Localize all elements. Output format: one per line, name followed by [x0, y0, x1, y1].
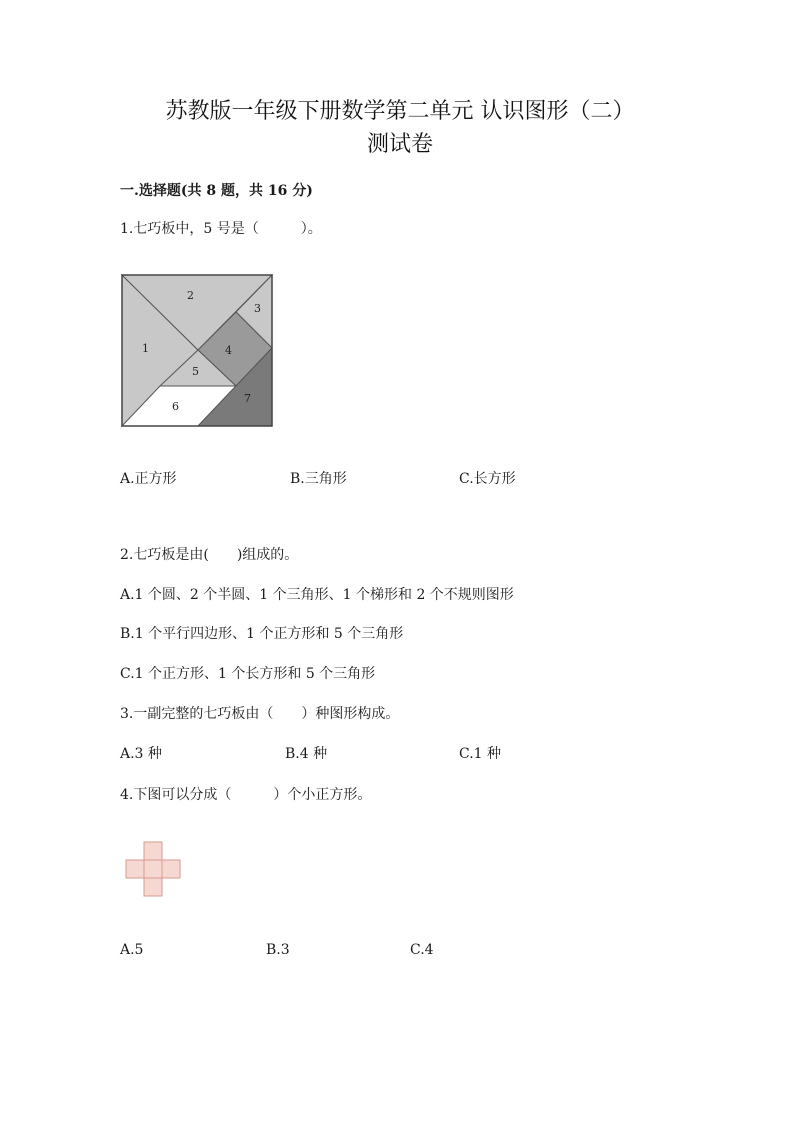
tangram-label-3: 3	[254, 302, 261, 315]
q1-option-c[interactable]: C.长方形	[459, 471, 516, 487]
tangram-label-5: 5	[192, 365, 199, 378]
q4-option-c[interactable]: C.4	[410, 942, 434, 958]
tangram-label-6: 6	[172, 400, 179, 413]
q3-option-b[interactable]: B.4 种	[285, 746, 328, 762]
page-title-line1: 苏教版一年级下册数学第二单元 认识图形（二）	[165, 99, 635, 124]
tangram-label-4: 4	[225, 344, 232, 357]
question-4-text: 4.下图可以分成（ ）个小正方形。	[120, 787, 372, 803]
cross-square-bottom	[144, 878, 162, 896]
q2-option-b[interactable]: B.1 个平行四边形、1 个正方形和 5 个三角形	[120, 626, 404, 642]
cross-figure	[124, 840, 182, 898]
cross-square-center	[144, 860, 162, 878]
q4-option-b[interactable]: B.3	[266, 942, 290, 958]
q2-option-a[interactable]: A.1 个圆、2 个半圆、1 个三角形、1 个梯形和 2 个不规则图形	[120, 587, 514, 603]
tangram-label-7: 7	[244, 392, 251, 405]
cross-square-right	[162, 860, 180, 878]
cross-square-left	[126, 860, 144, 878]
section-header: 一.选择题(共 8 题，共 16 分)	[120, 183, 313, 199]
page-title-line2: 测试卷	[366, 132, 433, 157]
q1-option-a[interactable]: A.正方形	[120, 471, 177, 487]
tangram-label-1: 1	[142, 342, 149, 355]
q4-option-a[interactable]: A.5	[120, 942, 144, 958]
q3-option-a[interactable]: A.3 种	[120, 746, 162, 762]
question-3-text: 3.一副完整的七巧板由（ ）种图形构成。	[120, 706, 400, 722]
tangram-label-2: 2	[187, 289, 194, 302]
q1-option-b[interactable]: B.三角形	[290, 471, 347, 487]
tangram-figure	[120, 272, 275, 428]
q2-option-c[interactable]: C.1 个正方形、1 个长方形和 5 个三角形	[120, 666, 376, 682]
cross-square-top	[144, 842, 162, 860]
question-2-text: 2.七巧板是由( )组成的。	[120, 547, 299, 563]
q3-option-c[interactable]: C.1 种	[459, 746, 502, 762]
question-1-text: 1.七巧板中，5 号是（ ）。	[120, 221, 322, 237]
